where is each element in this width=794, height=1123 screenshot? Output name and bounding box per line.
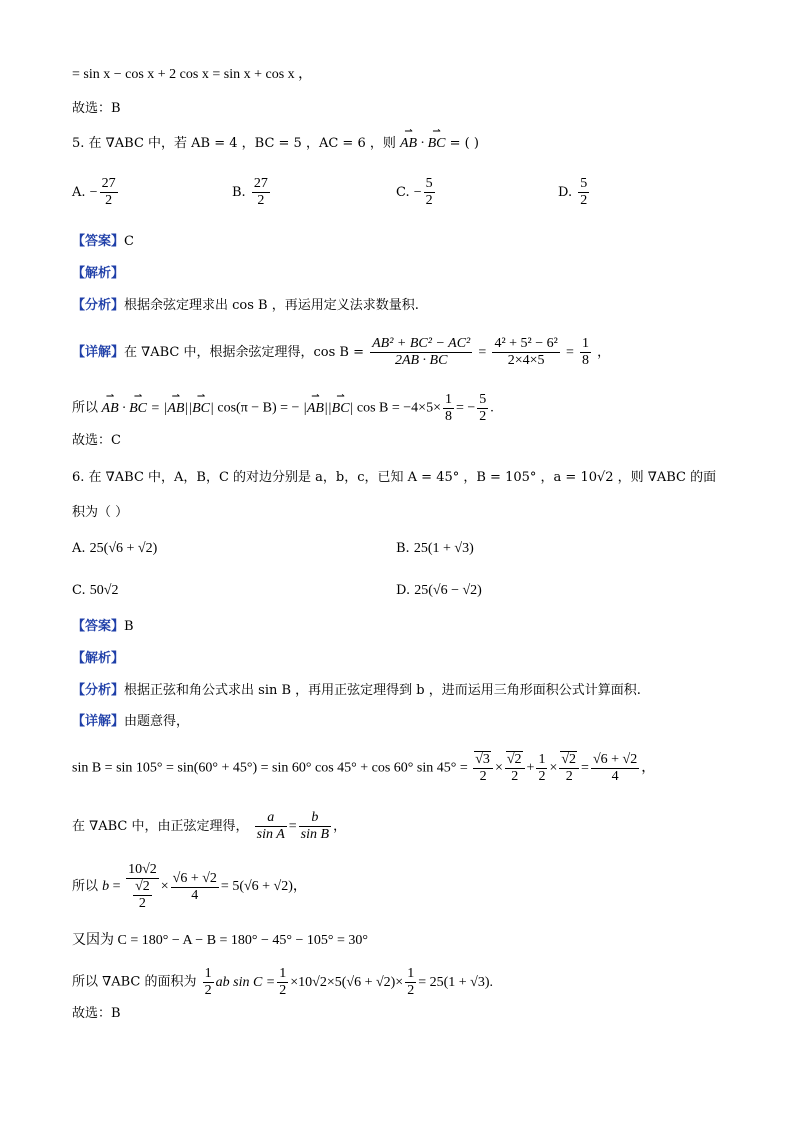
- q6-fenxi: 【分析】根据正弦和角公式求出 sin B ，再用正弦定理得到 b ，进而运用三角形面积公式计算面积.: [72, 683, 641, 698]
- q5-option-d-label: D.: [558, 185, 573, 200]
- q5-option-b-frac: $\frac{27}{2}$: [253, 176, 268, 208]
- q5-option-d: [558, 176, 591, 209]
- q6-xiangjie: 【详解】由题意得，: [72, 714, 190, 729]
- q6-angle-C: 又因为 C = 180° − A − B = 180° − 45° − 105° = 30°: [72, 933, 369, 948]
- q5-vector-product: ⇀ AB · ⇀ BC: [400, 136, 446, 151]
- q5-xiangjie: 【详解】在 ∇ABC 中，根据余弦定理得，cos B = $\frac{\text{AB² + BC² − AC²}}{2AB \cdot BC}$ = $\frac{\text{4² + 5² − 6²}}{2\times 4\times 5}$ = $\frac{1}{8}$ ，: [72, 336, 611, 368]
- q5-option-c: [396, 176, 437, 209]
- q6-stem: 6. 在 ∇ABC 中，A，B，C 的对边分别是 a，b，c，已知 A = 45° ，B = 105° ，a = 10√2 ，则 ∇ABC 的面: [72, 470, 717, 485]
- q5-frac-cosine-law: $\frac{\text{AB² + BC² − AC²}}{2AB \cdot BC}$: [372, 336, 471, 368]
- q6-answer: 【答案】B: [72, 619, 134, 634]
- q5-option-c-frac: $\frac{5}{2}$: [425, 176, 433, 208]
- q5-dot-product-line: 所以 ⇀ AB · ⇀ BC = |⇀ AB||⇀ BC| cos(π − B) = − |⇀ AB||⇀ BC| cos B = −4×5× $\frac{1}{8}$ = − $\frac{5}{2}$ .: [72, 392, 494, 425]
- q6-analysis-tag: 【解析】: [72, 651, 125, 666]
- q5-choice: 故选：C: [72, 433, 121, 448]
- q5-answer: 【答案】C: [72, 234, 134, 249]
- q5-option-b: [232, 176, 272, 209]
- q5-option-a: [72, 176, 120, 209]
- q5-stem: [72, 135, 479, 153]
- q5-option-a-label: A.: [72, 185, 86, 200]
- q6-choice: 故选：B: [72, 1006, 121, 1021]
- q5-frac-numbers: $\frac{\text{4² + 5² − 6²}}{2\times 4\times 5}$: [494, 336, 558, 368]
- q6-option-b: B. 25(1 + √3): [396, 541, 474, 556]
- q5-stem-post: = ( ): [449, 136, 479, 151]
- q6-stem-2: 积为（ ）: [72, 505, 129, 520]
- q5-option-a-frac: $\frac{27}{2}$: [101, 176, 116, 208]
- q6-sinB-line: sin B = sin 105° = sin(60° + 45°) = sin 60° cos 45° + cos 60° sin 45° = $\frac{√3}{2}$ × $\frac{√2}{2}$ + $\frac{1}{2}$ × $\frac{√2}{2}$ = $\frac{√6 + √2}{4}$ ，: [72, 752, 656, 784]
- q6-option-d: D. 25(√6 − √2): [396, 583, 482, 598]
- q5-stem-pre: 在 ∇ABC 中，若 AB = 4 ，BC = 5 ，AC = 6 ，则: [88, 136, 396, 151]
- q5-option-a-sign: −: [89, 185, 98, 200]
- q5-option-b-label: B.: [232, 185, 246, 200]
- q6-b-line: 所以 b = $\frac{10√2}{\frac{√2}{2}}$ × $\frac{√6 + √2}{4}$ = 5(√6 + √2)，: [72, 862, 307, 911]
- q5-fenxi: 【分析】根据余弦定理求出 cos B ，再运用定义法求数量积.: [72, 298, 419, 313]
- q6-option-c: C. 50√2: [72, 583, 119, 598]
- q6-law-of-sines: 在 ∇ABC 中，由正弦定理得， $\frac{a}{\text{sin A}}$ = $\frac{b}{\text{sin B}}$ ，: [72, 810, 347, 842]
- q5-number: 5.: [72, 136, 85, 151]
- q6-area-line: 所以 ∇ABC 的面积为 $\frac{1}{2}$ ab sin C = $\frac{1}{2}$ ×10√2×5(√6 + √2)× $\frac{1}{2}$ = 25(1 + √3).: [72, 966, 494, 998]
- top-formula: = sin x − cos x + 2 cos x = sin x + cos x ，: [72, 67, 313, 82]
- q5-option-c-label: C.: [396, 185, 410, 200]
- top-choice: 故选：B: [72, 101, 121, 116]
- q5-frac-result: $\frac{1}{8}$: [582, 336, 590, 368]
- q5-option-d-frac: $\frac{5}{2}$: [580, 176, 588, 208]
- q5-option-c-sign: −: [413, 185, 422, 200]
- q5-analysis-tag: 【解析】: [72, 266, 125, 281]
- q6-option-a: A. 25(√6 + √2): [72, 541, 158, 556]
